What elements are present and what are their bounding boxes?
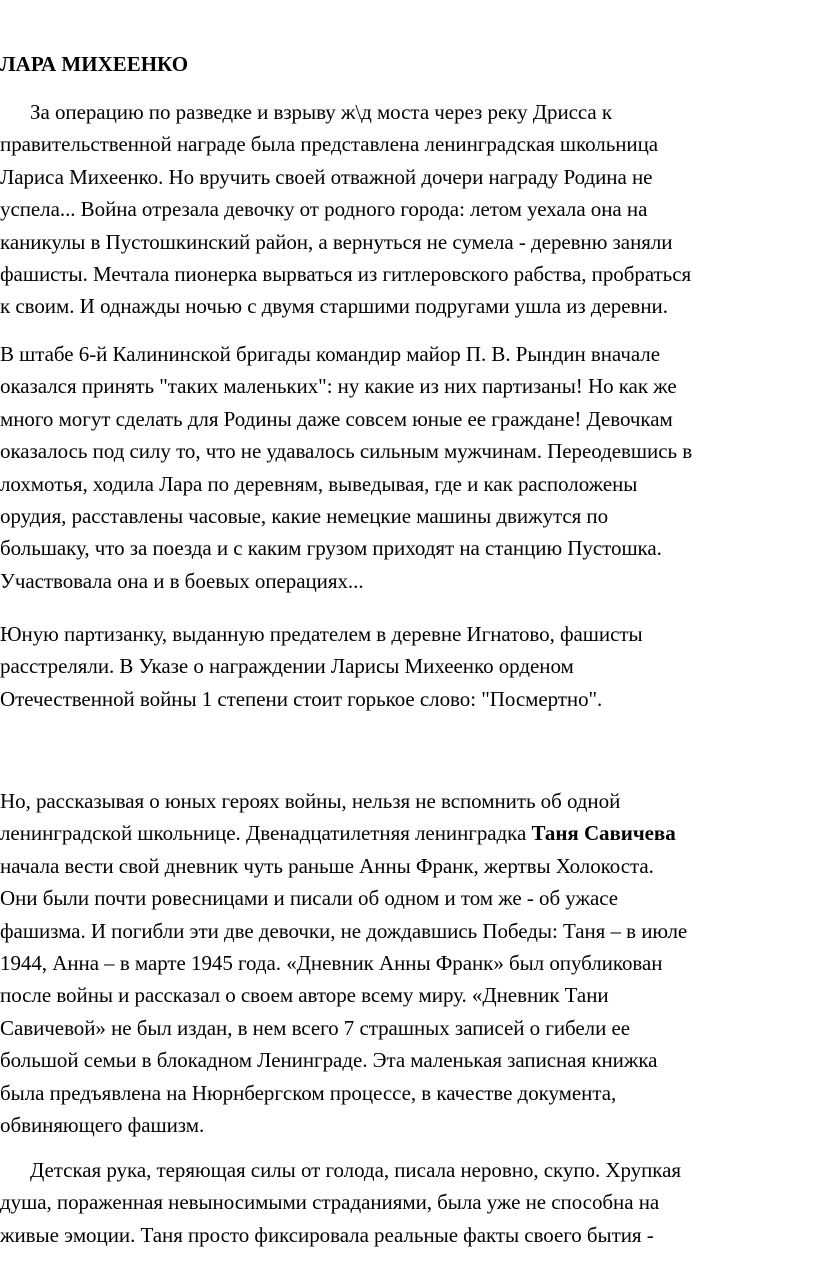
text-line: оказалось под силу то, что не удавалось сильным мужчинам. Переодевшись в (0, 439, 693, 464)
text-line: душа, пораженная невыносимыми страданиями, была уже не способна на (0, 1190, 660, 1215)
text-line: фашисты. Мечтала пионерка вырваться из гитлеровского рабства, пробраться (0, 262, 692, 287)
text-line: Они были почти ровесницами и писали об одном и том же - об ужасе (0, 886, 619, 911)
text-line: к своим. И однажды ночью с двумя старшими подругами ушла из деревни. (0, 294, 668, 319)
text-line: Отечественной войны 1 степени стоит горькое слово: "Посмертно". (0, 686, 603, 711)
text-line: правительственной награде была представлена ленинградская школьница (0, 132, 659, 157)
text-line: В штабе 6-й Калининской бригады командир майор П. В. Рындин вначале (0, 342, 660, 366)
text-line: Лариса Михеенко. Но вручить своей отважной дочери награду Родина не (0, 164, 653, 189)
document-title: ЛАРА МИХЕЕНКО (0, 52, 189, 76)
text-line: успела... Война отрезала девочку от родного города: летом уехала она на (0, 197, 648, 222)
text-line: лохмотья, ходила Лара по деревням, выведывая, где и как расположены (0, 471, 638, 496)
text-line: каникулы в Пустошкинский район, а вернуться не сумела - деревню заняли (0, 229, 673, 254)
text-line: Участвовала она и в боевых операциях... (0, 568, 364, 593)
paragraph-execution (0, 618, 816, 715)
paragraph-tanya-savicheva (0, 785, 816, 1141)
text-line: обвиняющего фашизм. (0, 1113, 205, 1138)
paragraph-childs-hand (0, 1154, 816, 1251)
text-line: Юную партизанку, выданную предателем в деревне Игнатово, фашисты (0, 622, 643, 646)
text-line: орудия, расставлены часовые, какие немецкие машины движутся по (0, 504, 609, 529)
text-line: Но, рассказывая о юных героях войны, нельзя не вспомнить об одной (0, 789, 621, 813)
highlighted-name: Таня Савичева (531, 821, 676, 846)
text-line: большой семьи в блокадном Ленинграде. Эта маленькая записная книжка (0, 1048, 658, 1073)
text-line: фашизма. И погибли эти две девочки, не дождавшись Победы: Таня – в июле (0, 918, 688, 943)
text-line: была предъявлена на Нюрнбергском процессе, в качестве документа, (0, 1080, 617, 1105)
text-line: живые эмоции. Таня просто фиксировала реальные факты своего бытия - (0, 1222, 654, 1247)
text-line: много могут сделать для Родины даже совсем юные ее граждане! Девочкам (0, 406, 673, 431)
text-line: большаку, что за поезда и с каким грузом приходят на станцию Пустошка. (0, 536, 662, 561)
text-line: Детская рука, теряющая силы от голода, писала неровно, скупо. Хрупкая (30, 1158, 682, 1182)
text-line: начала вести свой дневник чуть раньше Анны Франк, жертвы Холокоста. (0, 853, 654, 878)
text-line: после войны и рассказал о своем авторе всему миру. «Дневник Тани (0, 983, 609, 1008)
paragraph-lara-operation (0, 96, 816, 323)
paragraph-brigade-headquarters (0, 338, 816, 597)
text-line: оказался принять "таких маленьких": ну какие из них партизаны! Но как же (0, 374, 677, 399)
text-line: Савичевой» не был издан, в нем всего 7 страшных записей о гибели ее (0, 1015, 631, 1040)
text-line: За операцию по разведке и взрыву ж\д моста через реку Дрисса к (30, 100, 613, 124)
text-line: ленинградской школьнице. Двенадцатилетняя ленинградка Таня Савичева (0, 821, 676, 846)
text-line: расстреляли. В Указе о награждении Ларисы Михеенко орденом (0, 654, 574, 679)
text-line: 1944, Анна – в марте 1945 года. «Дневник Анны Франк» был опубликован (0, 951, 663, 976)
